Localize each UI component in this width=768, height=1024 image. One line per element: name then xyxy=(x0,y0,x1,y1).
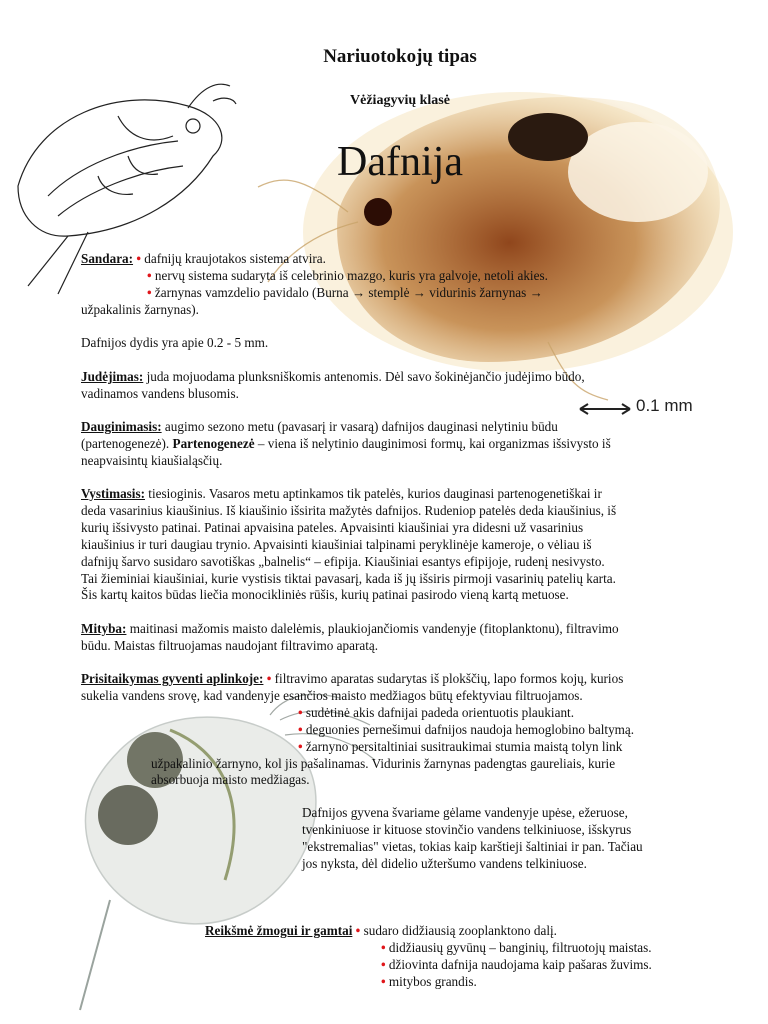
sandara-item: vidurinis žarnynas xyxy=(429,284,527,300)
paragraph-line: (partenogenezė). xyxy=(81,435,170,451)
bullet-icon: • xyxy=(381,939,386,955)
importance-item: mitybos grandis. xyxy=(388,973,477,989)
bullet-icon: • xyxy=(136,251,141,266)
paragraph-line: juda mojuodama plunksniškomis antenomis. Dėl savo šokinėjančio judėjimo būdo, xyxy=(146,369,585,384)
adaptation-item: filtravimo aparatas sudarytas iš plokščių, lapo formos kojų, kurios xyxy=(274,671,624,686)
importance-item: džiovinta dafnija naudojama kaip pašaras žuvims. xyxy=(388,956,652,972)
section-reiksme xyxy=(205,923,745,991)
sandara-item: stemplė xyxy=(368,284,410,300)
section-mityba xyxy=(81,621,741,655)
section-judejimas xyxy=(81,369,721,403)
vystimasis-heading: Vystimasis: xyxy=(81,486,145,501)
paragraph-line: neapvaisintų kiaušialąsčių. xyxy=(81,452,223,468)
importance-item: sudaro didžiausią zooplanktono dalį. xyxy=(363,923,557,938)
paragraph-line: tvenkiniuose ir kituose stovinčio vandens telkiniuose, išskyrus xyxy=(302,821,632,837)
species-name: Dafnija xyxy=(337,139,463,185)
bullet-icon: • xyxy=(266,671,272,686)
paragraph-line: – viena iš nelytinio dauginimosi formų, kai organizmas išsivysto iš xyxy=(257,435,611,451)
adaptation-item: deguonies pernešimui dafnijos naudoja hemoglobino baltymą. xyxy=(305,721,635,737)
paragraph-line: Dafnijos gyvena švariame gėlame vandenyje upėse, ežeruose, xyxy=(302,805,628,820)
mityba-heading: Mityba: xyxy=(81,621,127,636)
adaptation-item: žarnyno persitaltiniai susitraukimai stumia maistą tolyn link xyxy=(305,738,623,754)
page-title: Nariuotokojų tipas xyxy=(323,46,477,67)
bullet-icon: • xyxy=(147,284,152,300)
term-bold: Partenogenezė xyxy=(172,435,255,451)
adaptation-item: užpakalinio žarnyno, kol jis pašalinamas. Vidurinis žarnynas padengtas gaureliais, kurie xyxy=(151,755,616,771)
section-prisitaikymas xyxy=(81,671,741,789)
prisitaikymas-heading: Prisitaikymas gyventi aplinkoje: xyxy=(81,671,264,686)
paragraph-line: dafnijų šarvo susidaro savotiškas „balnelis“ – efipija. Kiaušiniai esantys efipijoje, rudenį nesivysto. xyxy=(81,553,605,569)
paragraph-line: Tai žieminiai kiaušiniai, kurie vystisis tiktai pavasarį, kada iš jų išsiris pirmoji vasarinių patelių karta. xyxy=(81,570,616,586)
arrow-icon: → xyxy=(412,284,426,300)
paragraph-line: kiaušinius ir turi daugiau trynio. Apvaisinti kiaušiniai talpinami peryklinėje kameroje, o vėliau iš xyxy=(81,536,592,552)
sandara-item: nervų sistema sudaryta iš celebrinio mazgo, kuris yra galvoje, netoli akies. xyxy=(154,267,548,283)
judejimas-heading: Judėjimas: xyxy=(81,369,144,384)
paragraph-line: augimo sezono metu (pavasarį ir vasarą) dafnijos dauginasi nelytiniu būdu xyxy=(164,419,558,434)
paragraph-line: maitinasi mažomis maisto dalelėmis, plaukiojančiomis vandenyje (fitoplanktonu), filtravimo xyxy=(129,621,619,636)
arrow-icon: → xyxy=(351,284,366,300)
sandara-item: užpakalinis žarnynas). xyxy=(81,301,199,317)
size-text: Dafnijos dydis yra apie 0.2 - 5 mm. xyxy=(81,335,269,350)
paragraph-line: kurių išsivysto patinai. Patinai apvaisina pateles. Apvaisinti kiaušiniai yra didesni už vasarinius xyxy=(81,519,584,535)
section-vystimasis xyxy=(81,486,741,604)
paragraph-line: tiesioginis. Vasaros metu aptinkamos tik patelės, kurios dauginasi partenogenetiškai ir xyxy=(148,486,602,501)
daphnia-photo-top xyxy=(248,62,748,402)
bullet-icon: • xyxy=(381,973,386,989)
paragraph-line: "ekstremalias" vietas, tokias kaip karštieji šaltiniai ir pan. Tačiau xyxy=(302,838,643,854)
paragraph-line: jos nyksta, dėl didelio užteršumo vandens telkiniuose. xyxy=(302,855,587,871)
arrow-icon: → xyxy=(529,284,543,300)
section-dauginimasis xyxy=(81,419,731,470)
dauginimasis-heading: Dauginimasis: xyxy=(81,419,162,434)
section-habitat xyxy=(302,805,742,873)
bullet-icon: • xyxy=(355,923,361,938)
bullet-icon: • xyxy=(298,721,303,737)
page-subtitle: Vėžiagyvių klasė xyxy=(350,93,450,108)
section-sandara xyxy=(81,251,721,319)
adaptation-item: absorbuoja maisto medžiagas. xyxy=(151,772,310,788)
importance-item: didžiausių gyvūnų – banginių, filtruotojų maistas. xyxy=(388,939,652,955)
paragraph-line: vadinamos vandens blusomis. xyxy=(81,385,239,401)
bullet-icon: • xyxy=(147,267,152,283)
sandara-heading: Sandara: xyxy=(81,251,134,266)
sandara-item: žarnynas vamzdelio pavidalo (Burna xyxy=(154,284,349,300)
adaptation-item: sukelia vandens srovę, kad vandenyje esančios maisto medžiagos būtų efektyviau filtruojamos. xyxy=(81,687,583,703)
bullet-icon: • xyxy=(381,956,386,972)
bullet-icon: • xyxy=(298,738,303,754)
reiksme-heading: Reikšmė žmogui ir gamtai xyxy=(205,923,353,938)
scale-arrow-icon xyxy=(578,402,632,416)
sandara-item: dafnijų kraujotakos sistema atvira. xyxy=(144,251,326,266)
paragraph-line: deda vasarinius kiaušinius. Iš kiaušinio išsirita mažytės dafnijos. Rudeniop patelės deda kiaušinius, iš xyxy=(81,502,617,518)
paragraph-line: Šis kartų kaitos būdas liečia monocikliniės rūšis, kurių patinai pasirodo vieną kartą metuose. xyxy=(81,587,569,603)
scale-label: 0.1 mm xyxy=(636,396,693,415)
adaptation-item: sudėtinė akis dafnijai padeda orientuotis plaukiant. xyxy=(305,704,574,720)
bullet-icon: • xyxy=(298,704,303,720)
paragraph-line: būdu. Maistas filtruojamas naudojant filtravimo aparatą. xyxy=(81,637,379,653)
